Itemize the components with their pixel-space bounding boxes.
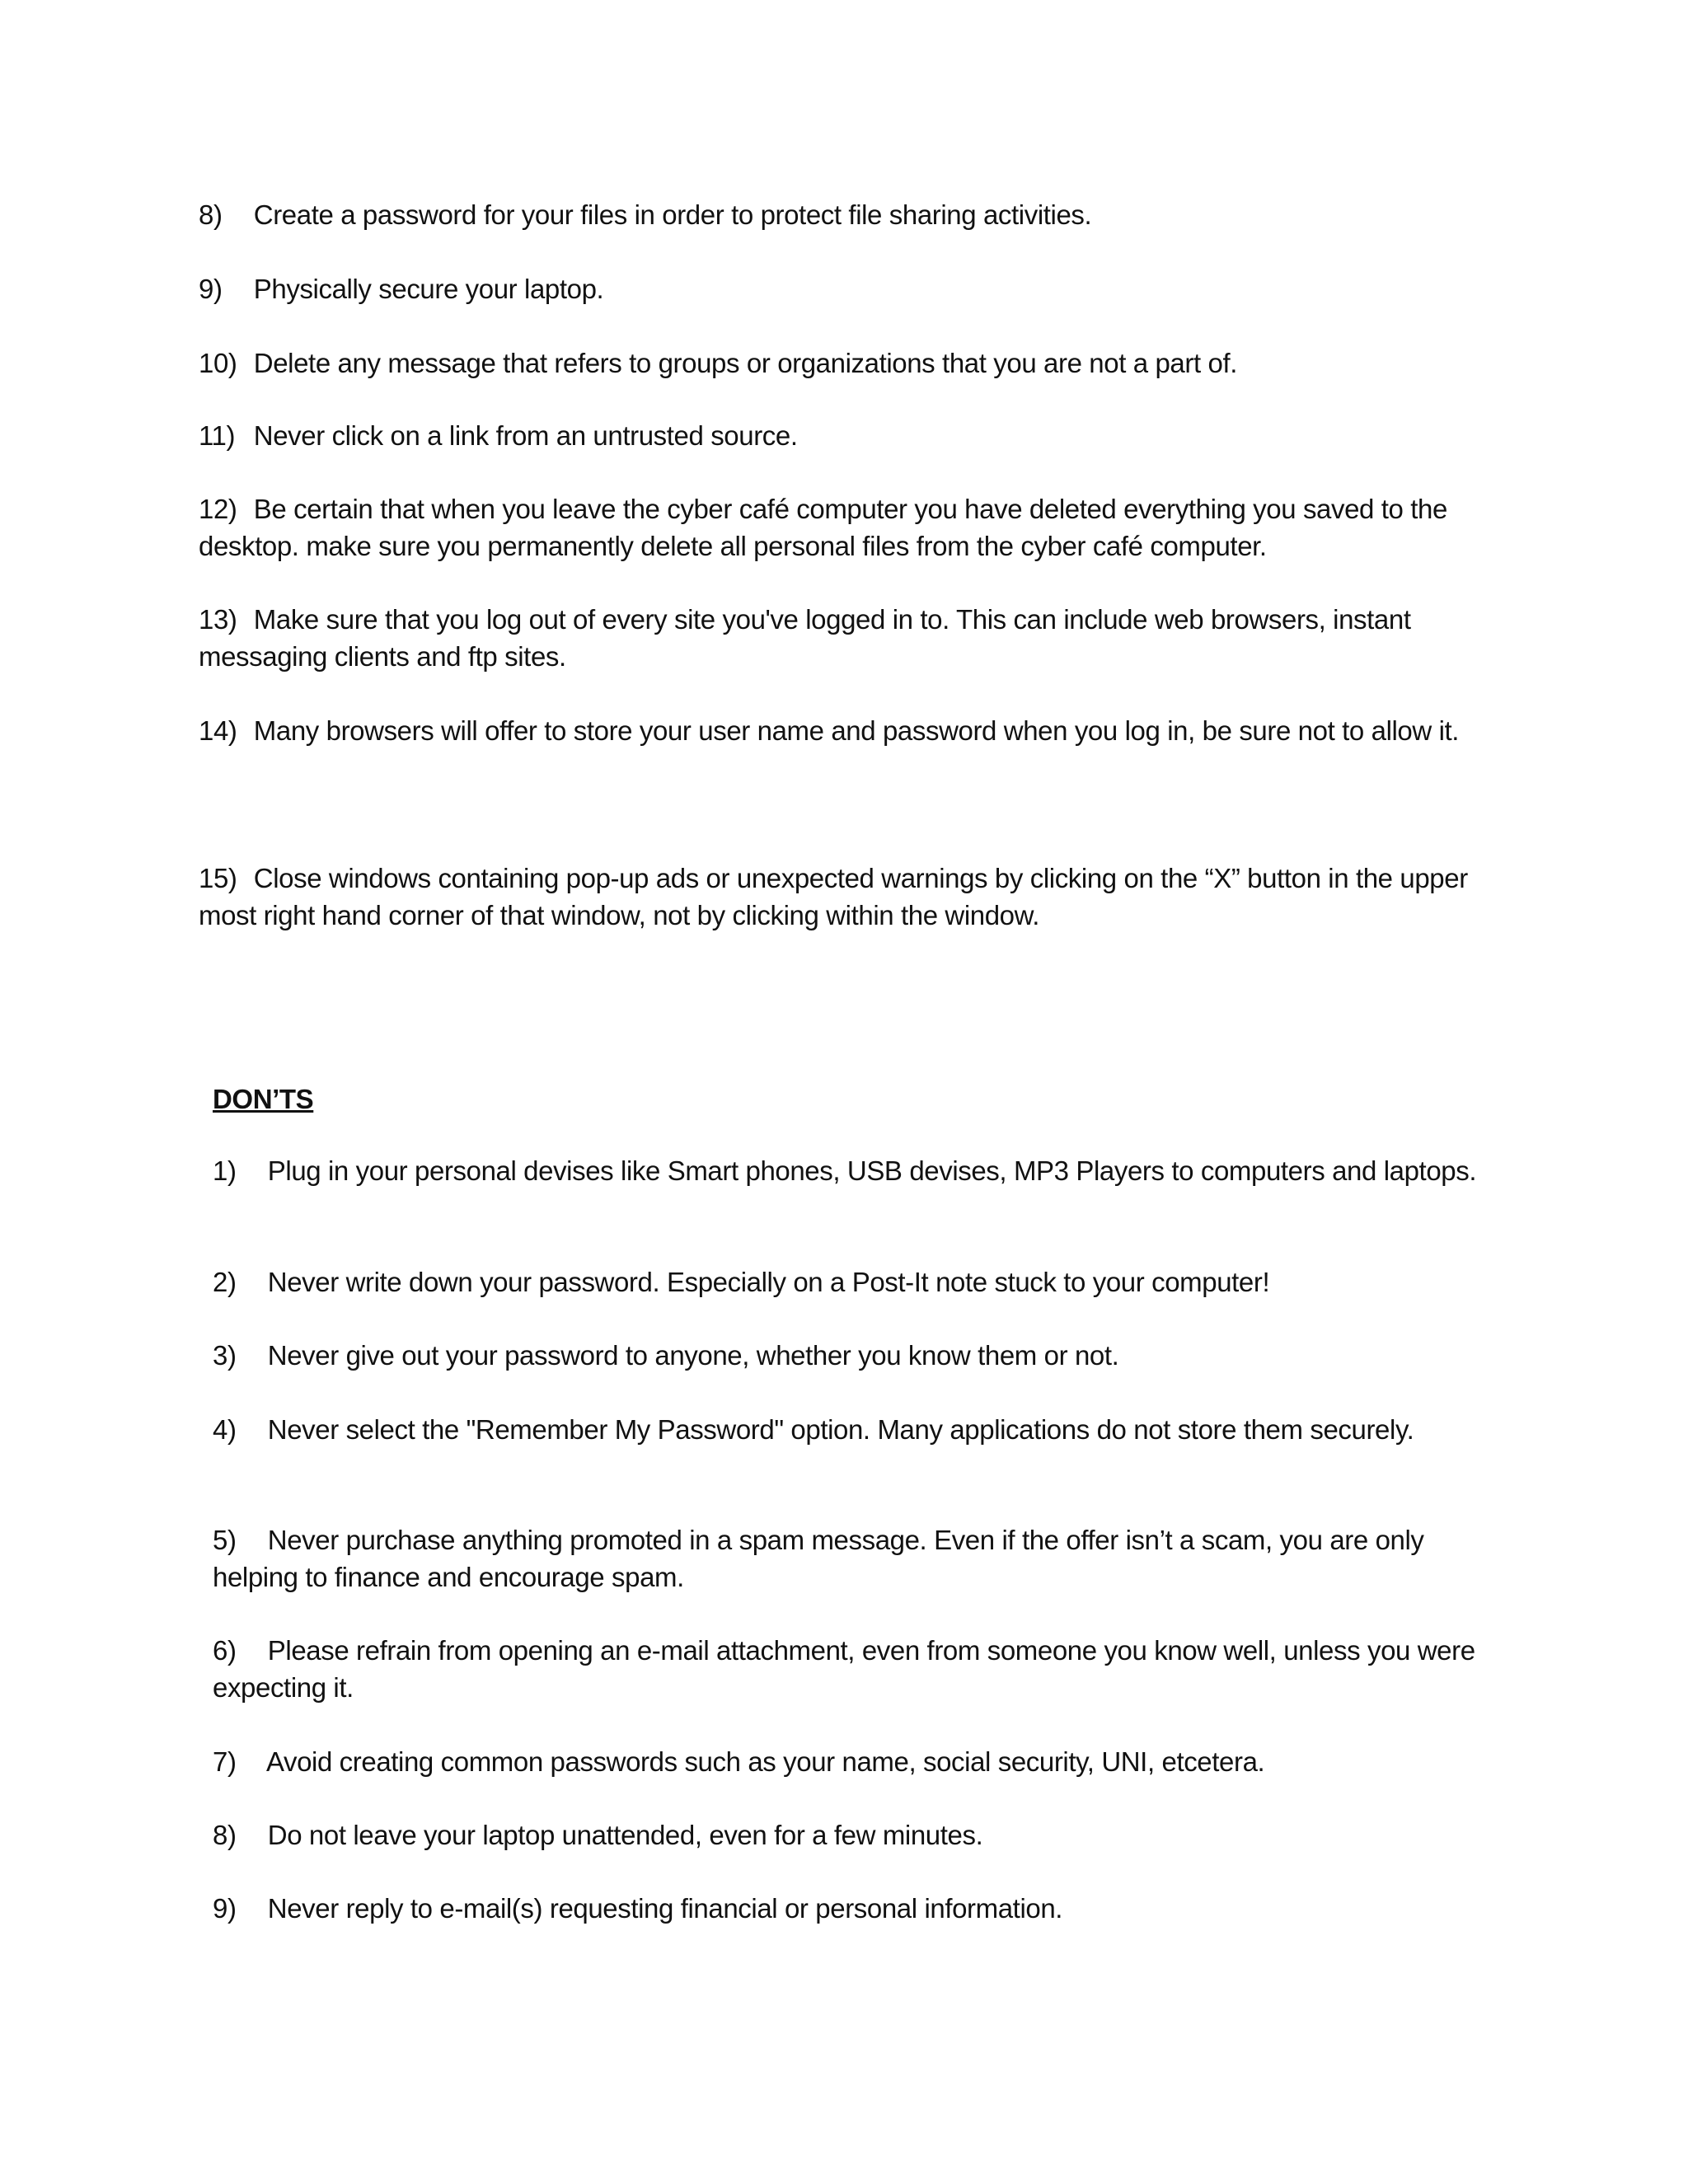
item-number: 3) xyxy=(213,1340,237,1371)
list-item xyxy=(213,1632,1498,1706)
list-item xyxy=(213,1890,1498,1927)
item-text: Be certain that when you leave the cyber café computer you have deleted everything you saved to the desktop. make sure you permanently delete all personal files from the cyber café computer. xyxy=(199,494,1447,561)
item-text: Do not leave your laptop unattended, even for a few minutes. xyxy=(267,1820,983,1850)
item-number: 7) xyxy=(213,1746,237,1777)
item-text: Never click on a link from an untrusted source. xyxy=(253,420,798,451)
list-item xyxy=(213,1411,1498,1448)
item-text: Make sure that you log out of every site you've logged in to. This can include web browsers, instant messaging clients and ftp sites. xyxy=(199,604,1411,672)
item-text: Plug in your personal devises like Smart phones, USB devises, MP3 Players to computers and laptops. xyxy=(267,1155,1477,1186)
list-item xyxy=(199,196,1501,233)
item-number: 8) xyxy=(199,199,223,230)
item-text: Never reply to e-mail(s) requesting financial or personal information. xyxy=(267,1893,1063,1924)
item-text: Create a password for your files in order to protect file sharing activities. xyxy=(253,199,1092,230)
item-text: Delete any message that refers to groups or organizations that you are not a part of. xyxy=(253,348,1237,378)
item-text: Never give out your password to anyone, whether you know them or not. xyxy=(267,1340,1119,1371)
list-item xyxy=(199,490,1501,565)
item-number: 10) xyxy=(199,348,237,378)
list-item xyxy=(199,712,1501,749)
list-item xyxy=(213,1743,1498,1780)
item-number: 14) xyxy=(199,715,237,746)
list-item xyxy=(199,601,1501,675)
list-item xyxy=(213,1521,1498,1596)
list-item xyxy=(213,1337,1498,1374)
item-text: Never purchase anything promoted in a spam message. Even if the offer isn’t a scam, you are only helping to finance and encourage spam. xyxy=(213,1525,1424,1592)
item-text: Avoid creating common passwords such as your name, social security, UNI, etcetera. xyxy=(265,1746,1265,1777)
list-item xyxy=(199,270,1501,307)
item-number: 8) xyxy=(213,1820,237,1850)
item-number: 4) xyxy=(213,1414,237,1445)
item-number: 9) xyxy=(213,1893,237,1924)
item-number: 9) xyxy=(199,274,223,304)
item-text: Close windows containing pop-up ads or unexpected warnings by clicking on the “X” button in the upper most right hand corner of that window, not by clicking within the window. xyxy=(199,863,1468,930)
item-number: 6) xyxy=(213,1635,237,1666)
item-number: 1) xyxy=(213,1155,237,1186)
item-text: Never select the "Remember My Password" option. Many applications do not store them securely. xyxy=(267,1414,1414,1445)
item-number: 2) xyxy=(213,1267,237,1297)
item-number: 5) xyxy=(213,1525,237,1555)
item-text: Physically secure your laptop. xyxy=(253,274,604,304)
item-number: 15) xyxy=(199,863,237,893)
item-text: Many browsers will offer to store your user name and password when you log in, be sure not to allow it. xyxy=(253,715,1460,746)
donts-heading: DON’TS xyxy=(213,1084,314,1114)
item-text: Never write down your password. Especially on a Post-It note stuck to your computer! xyxy=(267,1267,1270,1297)
item-number: 12) xyxy=(199,494,237,524)
item-number: 11) xyxy=(199,420,236,451)
item-number: 13) xyxy=(199,604,237,635)
list-item xyxy=(199,860,1501,934)
list-item xyxy=(213,1152,1498,1189)
list-item xyxy=(199,344,1501,382)
list-item xyxy=(199,417,1501,454)
list-item xyxy=(213,1816,1498,1854)
list-item xyxy=(213,1263,1498,1301)
item-text: Please refrain from opening an e-mail attachment, even from someone you know well, unless you were expecting it. xyxy=(213,1635,1475,1703)
